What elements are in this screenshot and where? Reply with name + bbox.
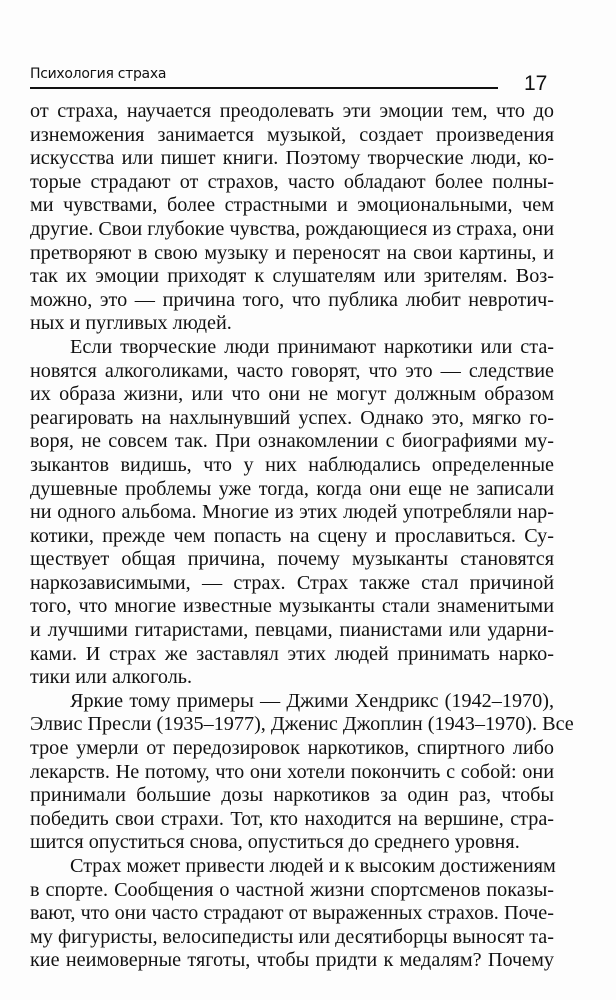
text-line: претворяют в свою музыку и переносят на свои картины, и [30, 241, 554, 264]
text-line: того, что многие известные музыканты стали знаменитыми [30, 595, 554, 618]
text-line: Яркие тому примеры — Джими Хендрикс (1942–1970), [70, 689, 554, 712]
text-line: другие. Свои глубокие чувства, рождающиеся из страха, они [30, 217, 554, 240]
text-line: душевные проблемы уже тогда, когда они еще не записали [30, 477, 554, 500]
text-line: вают, что они часто страдают от выраженных страхов. Поче- [30, 902, 554, 925]
text-line: в спорте. Сообщения о частной жизни спортсменов показы- [30, 878, 554, 901]
text-line: искусства или пишет книги. Поэтому творческие люди, ко- [30, 147, 554, 170]
header-rule [30, 87, 498, 89]
text-line: и лучшими гитаристами, певцами, пианистами или ударни- [30, 619, 554, 642]
text-line: тики или алкоголь. [30, 666, 193, 689]
text-line: Элвис Пресли (1935–1977), Дженис Джоплин (1943–1970). Все [30, 713, 574, 736]
text-line: торые страдают от страхов, часто обладают более полны- [30, 170, 554, 193]
running-title: Психология страха [30, 66, 167, 82]
text-line: ми чувствами, более страстными и эмоциональными, чем [30, 194, 554, 217]
text-line: кие неимоверные тяготы, чтобы придти к медалям? Почему [30, 949, 554, 972]
text-line: ществует общая причина, почему музыканты становятся [30, 548, 554, 571]
text-line: новятся алкоголиками, часто говорят, что это — следствие [30, 359, 554, 382]
text-line: принимали большие дозы наркотиков за один раз, чтобы [30, 784, 554, 807]
text-line: воря, не совсем так. При ознакомлении с биографиями му- [30, 430, 554, 453]
body-text [30, 100, 574, 973]
text-line: му фигуристы, велосипедисты или десятиборцы выносят та- [30, 925, 554, 948]
text-line: Страх может привести людей и к высоким достижениям [70, 855, 556, 877]
text-line: их образа жизни, или что они не могут должным образом [30, 383, 554, 406]
text-line: реагировать на нахлынувший успех. Однако это, мягко го- [30, 406, 554, 429]
text-line: ни одного альбома. Многие из этих людей употребляли нар- [30, 501, 554, 524]
text-line: ками. И страх же заставлял этих людей принимать нарко- [30, 642, 554, 665]
text-line: Если творческие люди принимают наркотики или ста- [70, 335, 554, 358]
text-line: наркозависимыми, — страх. Страх также стал причиной [30, 571, 554, 594]
text-line: котики, прежде чем попасть на сцену и прославиться. Су- [30, 524, 554, 547]
page-number: 17 [524, 72, 548, 95]
text-line: изнеможения занимается музыкой, создает произведения [30, 123, 554, 146]
text-line: победить свои страхи. Тот, кто находится на вершине, стра- [30, 807, 554, 830]
text-line: трое умерли от передозировок наркотиков, спиртного либо [30, 737, 554, 760]
text-line: зыкантов видишь, что у них наблюдались определенные [30, 453, 554, 476]
text-line: ных и пугливых людей. [30, 312, 232, 335]
text-line: можно, это — причина того, что публика любит невротич- [30, 288, 554, 311]
text-line: так их эмоции приходят к слушателям или зрителям. Воз- [30, 265, 554, 288]
text-line: лекарств. Не потому, что они хотели покончить с собой: они [30, 760, 554, 783]
text-line: от страха, научается преодолевать эти эмоции тем, что до [30, 100, 554, 122]
text-line: шится опуститься снова, опуститься до среднего уровня. [30, 831, 520, 854]
